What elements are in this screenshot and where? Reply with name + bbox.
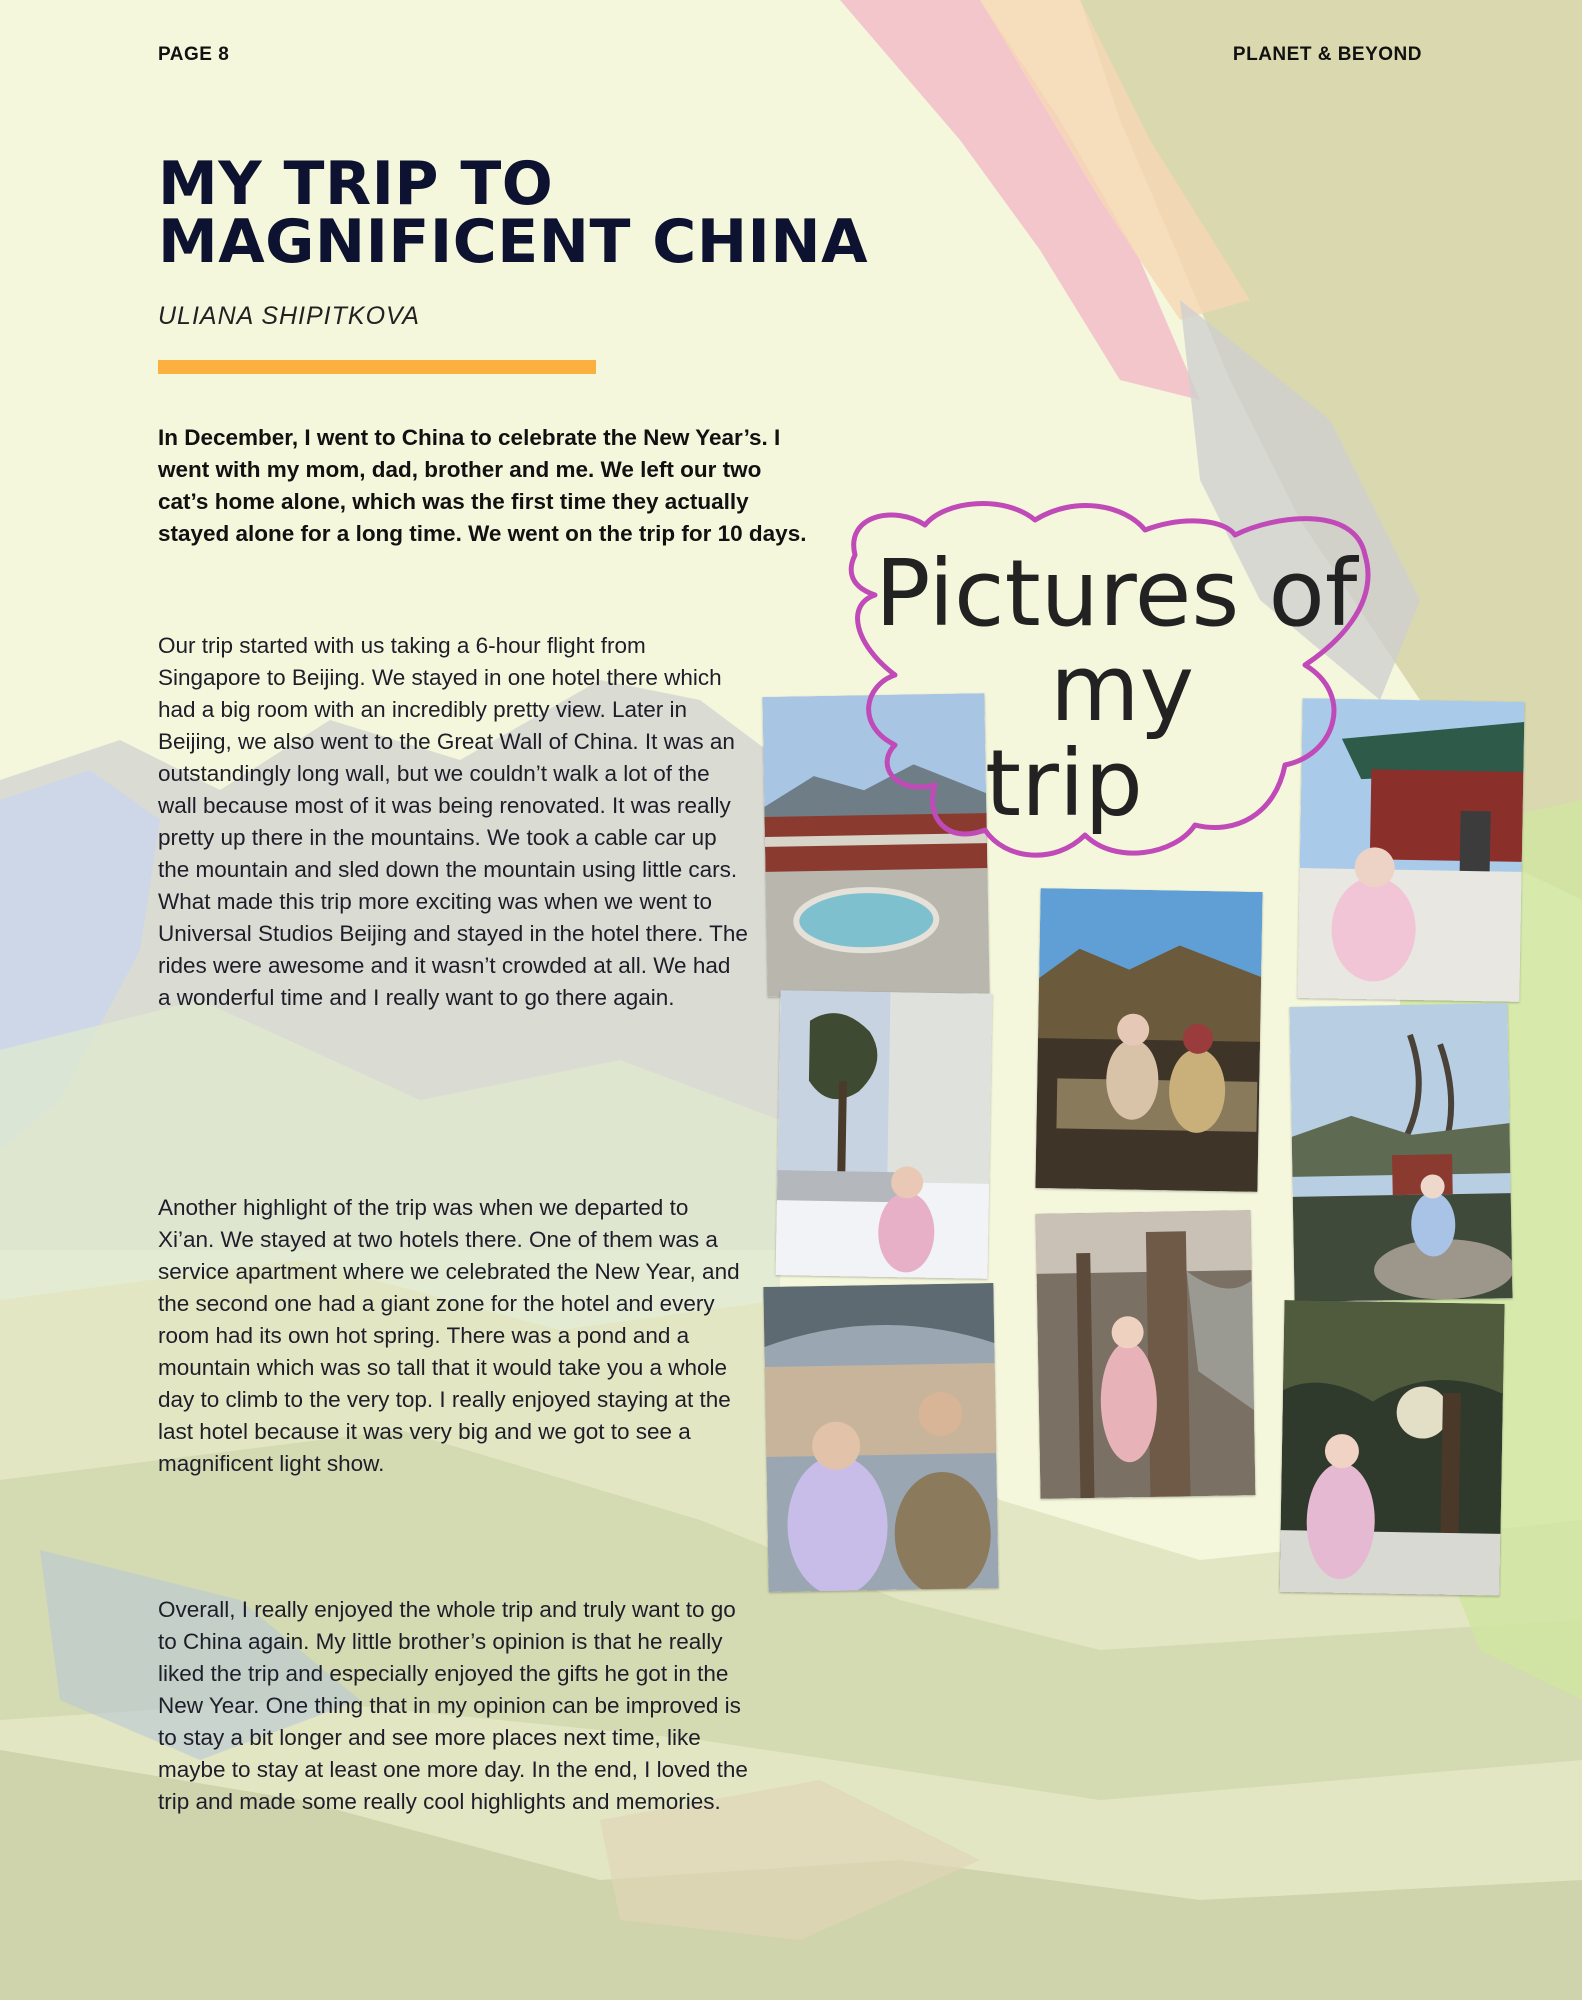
photo-snowy-courtyard-tree <box>776 990 993 1279</box>
photo-pond-rocks <box>1289 1003 1512 1302</box>
photo-great-wall <box>1035 888 1262 1192</box>
page-number: PAGE 8 <box>158 44 230 65</box>
article-paragraph-3: Overall, I really enjoyed the whole trip and truly want to go to China again. My little brother’s opinion is that he really liked the trip and especially enjoyed the gifts he got in the New Year. One thing that in my opinion can be improved is to stay a bit longer and see more places next time, like maybe to stay at least one more day. In the end, I loved the trip and made some really cool highlights and memories. <box>158 1597 748 1814</box>
article-title-line-1: MY TRIP TO <box>158 149 554 219</box>
caption-line-1: Pictures of <box>875 540 1358 647</box>
article-title-line-2: MAGNIFICENT CHINA <box>158 207 869 277</box>
article-title <box>158 149 869 277</box>
collage-caption-cloud <box>835 495 1380 875</box>
publication-name: PLANET & BEYOND <box>1232 44 1422 65</box>
article-paragraph-1: Our trip started with us taking a 6-hour flight from Singapore to Beijing. We stayed in one hotel there which had a big room with an incredibly pretty view. Later in Beijing, we also went to the Great Wall of China. It was an outstandingly long wall, but we couldn’t walk a lot of the wall because most of it was being renovated. It was really pretty up there in the mountains. We took a cable car up the mountain and sled down the mountain using little cars. What made this trip more exciting was when we went to Universal Studios Beijing and stayed in the hotel there. The rides were awesome and it wasn’t crowded at all. We had a wonderful time and I really want to go there again. <box>158 633 748 1010</box>
photo-pink-jacket-trees <box>1036 1210 1256 1499</box>
article-author: ULIANA SHIPITKOVA <box>158 302 420 330</box>
photo-forest-winter-light <box>1279 1300 1504 1596</box>
photo-terracotta-warriors <box>763 1283 998 1592</box>
caption-line-2: my <box>1050 635 1195 742</box>
accent-rule <box>158 360 596 374</box>
caption-line-3: trip <box>985 730 1143 837</box>
article-lead: In December, I went to China to celebrate the New Year’s. I went with my mom, dad, brother and me. We left our two cat’s home alone, which was the first time they actually stayed alone for a long time. We went on the trip for 10 days. <box>158 425 807 546</box>
article-paragraph-2: Another highlight of the trip was when we departed to Xi’an. We stayed at two hotels there. One of them was a service apartment where we celebrated the New Year, and the second one had a giant zone for the hotel and every room had its own hot spring. There was a pond and a mountain which was so tall that it would take you a whole day to climb to the very top. I really enjoyed staying at the last hotel because it was very big and we got to see a magnificent light show. <box>158 1195 740 1476</box>
